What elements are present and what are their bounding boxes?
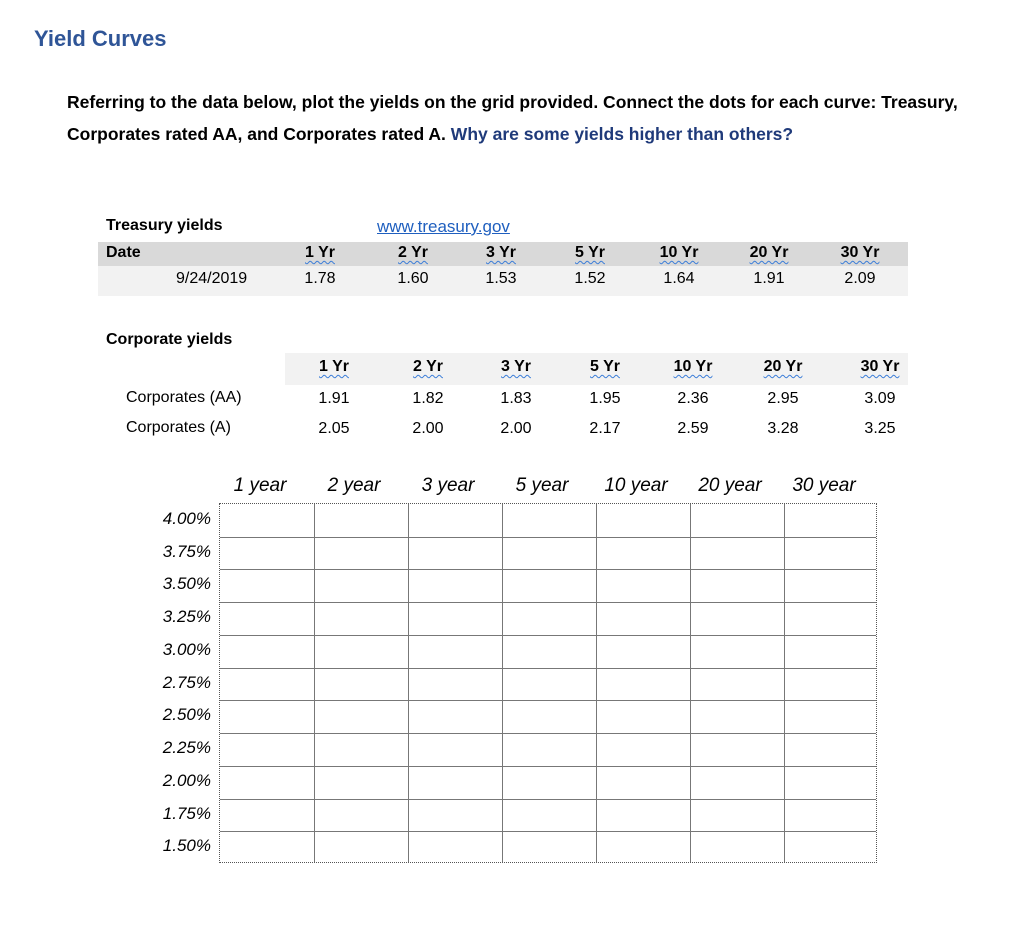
corporate-col-header-text: 10 Yr	[673, 358, 713, 375]
grid-column-header: 5 year	[515, 475, 569, 496]
treasury-date-label: Date	[106, 244, 141, 261]
treasury-col-header-text: 3 Yr	[486, 244, 516, 261]
treasury-col-header	[383, 244, 443, 262]
grid-y-label: 2.50%	[162, 705, 211, 725]
corporate-value: 1.83	[500, 390, 532, 407]
corporate-value: 2.17	[589, 420, 621, 437]
corporate-value: 3.09	[864, 390, 896, 407]
grid-column-header: 30 year	[792, 475, 856, 496]
page-title: Yield Curves	[34, 26, 167, 51]
corporate-col-header-text: 20 Yr	[763, 358, 803, 375]
treasury-label: Treasury yields	[106, 217, 223, 234]
corporate-value: 2.36	[677, 390, 709, 407]
grid-y-label: 2.00%	[162, 770, 211, 790]
grid-y-label: 3.75%	[162, 541, 211, 561]
grid-column-header: 2 year	[327, 475, 381, 496]
corporate-label: Corporate yields	[106, 331, 233, 348]
grid-column-header: 1 year	[233, 475, 287, 496]
grid-y-label: 3.50%	[162, 574, 211, 594]
treasury-value: 1.52	[574, 270, 606, 287]
corporate-col-header	[575, 358, 635, 376]
treasury-col-header	[830, 244, 890, 262]
corporate-value: 1.95	[589, 390, 621, 407]
treasury-col-header	[649, 244, 709, 262]
instructions-text: Referring to the data below, plot the yields on the grid provided. Connect the dots for each curve: Treasury, Corporates rated AA, and Corporates rated A.	[67, 92, 958, 144]
corporate-value: 1.82	[412, 390, 444, 407]
corporate-col-header-text: 2 Yr	[413, 358, 443, 375]
corporate-col-header-text: 30 Yr	[860, 358, 900, 375]
corporate-value: 2.05	[318, 420, 350, 437]
treasury-col-header	[739, 244, 799, 262]
treasury-date: 9/24/2019	[176, 270, 248, 287]
treasury-value: 1.60	[397, 270, 429, 287]
grid-column-header: 10 year	[604, 475, 668, 496]
grid-y-label: 1.75%	[162, 803, 211, 823]
treasury-col-header	[560, 244, 620, 262]
treasury-value: 1.64	[663, 270, 695, 287]
treasury-col-header-text: 2 Yr	[398, 244, 428, 261]
corporate-value: 3.25	[864, 420, 896, 437]
grid-y-label: 3.00%	[162, 639, 211, 659]
corporate-col-header	[486, 358, 546, 376]
treasury-source-link[interactable]: www.treasury.gov	[377, 217, 510, 236]
corporate-col-header	[663, 358, 723, 376]
corporate-col-header	[304, 358, 364, 376]
treasury-col-header	[471, 244, 531, 262]
treasury-col-header-text: 20 Yr	[749, 244, 789, 261]
instructions-question: Why are some yields higher than others?	[450, 124, 794, 144]
corporate-col-header-text: 3 Yr	[501, 358, 531, 375]
grid-y-label: 4.00%	[162, 509, 211, 528]
treasury-col-header-text: 30 Yr	[840, 244, 880, 261]
treasury-value: 2.09	[844, 270, 876, 287]
grid-column-header: 20 year	[698, 475, 762, 496]
corporate-col-header	[398, 358, 458, 376]
corporate-row-a-label: Corporates (A)	[126, 419, 231, 436]
corporate-value: 2.00	[412, 420, 444, 437]
corporate-col-header-text: 1 Yr	[319, 358, 349, 375]
treasury-col-header-text: 10 Yr	[659, 244, 699, 261]
grid-y-label: 2.25%	[162, 738, 211, 758]
corporate-row-aa-label: Corporates (AA)	[126, 389, 242, 406]
treasury-value: 1.53	[485, 270, 517, 287]
corporate-col-header	[753, 358, 813, 376]
treasury-value: 1.91	[753, 270, 785, 287]
corporate-value: 3.28	[767, 420, 799, 437]
treasury-value: 1.78	[304, 270, 336, 287]
grid-y-label: 1.50%	[162, 836, 211, 856]
grid-y-label: 2.75%	[162, 672, 211, 692]
corporate-col-header-text: 5 Yr	[590, 358, 620, 375]
corporate-col-header	[850, 358, 910, 376]
corporate-value: 2.59	[677, 420, 709, 437]
treasury-col-header	[290, 244, 350, 262]
corporate-value: 1.91	[318, 390, 350, 407]
treasury-col-header-text: 5 Yr	[575, 244, 605, 261]
grid-y-label: 3.25%	[162, 607, 211, 627]
treasury-col-header-text: 1 Yr	[305, 244, 335, 261]
corporate-value: 2.00	[500, 420, 532, 437]
corporate-value: 2.95	[767, 390, 799, 407]
instructions	[67, 86, 997, 150]
plot-grid[interactable]	[219, 503, 877, 863]
grid-column-header: 3 year	[421, 475, 475, 496]
